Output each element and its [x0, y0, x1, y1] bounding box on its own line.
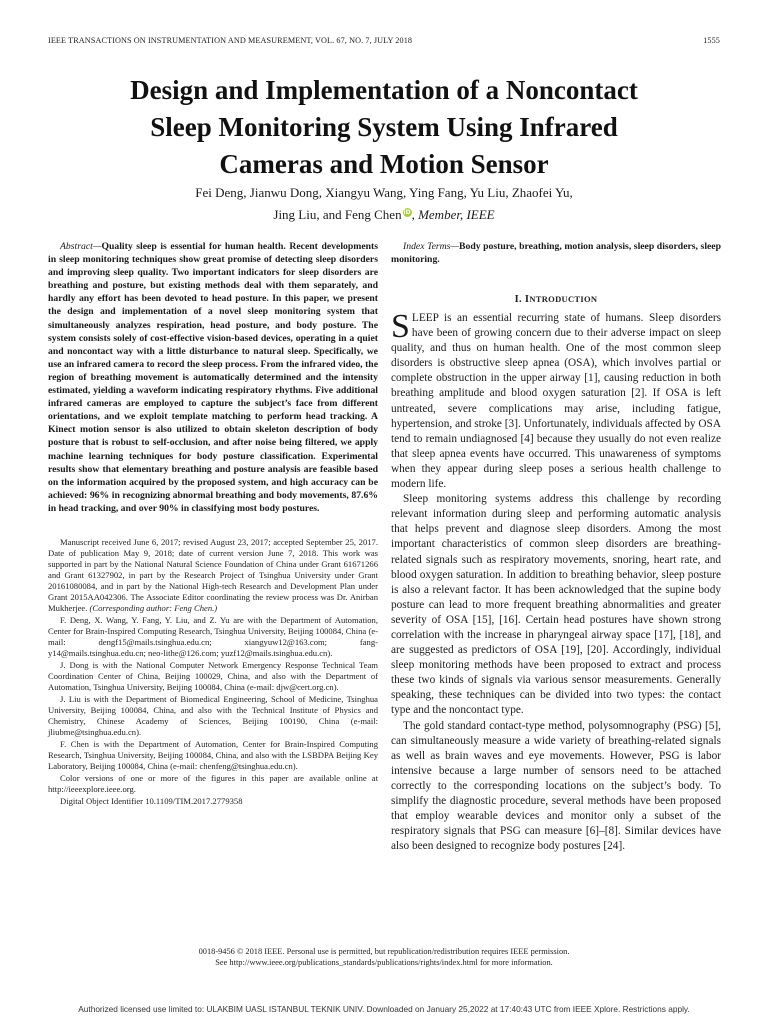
running-head [48, 36, 720, 50]
section-title-rest: NTRODUCTION [529, 294, 598, 304]
intro-paragraph-2: Sleep monitoring systems address this challenge by recording relevant information during sleep and performing automatic analysis that helps prevent and diagnose sleep disorders. Among the most important characteristics of common sleep disorders are breathing-related signals such as respiratory movements, snoring, heart rate, and blood oxygen saturation. In addition to breathing behavior, sleep posture is also a relevant factor. It has been acknowledged that the supine body posture can lead to more frequent breathing abnormalities and greater severity of OSA [15], [16]. Certain head postures have shown strong correlation with the increase in pharyngeal airway space [17], [18], and are suggested as predictors of OSA [19], [20]. Accordingly, individual sleep monitoring methods have been proposed to extract and process these two kinds of signals via various sensor measurements. Generally speaking, these techniques can be divided into two types: the contact type and the noncontact type. [391, 493, 721, 717]
intro-paragraph-1 [391, 308, 721, 492]
abstract-dash: — [92, 241, 102, 252]
footnote-affiliation-1: F. Deng, X. Wang, Y. Fang, Y. Liu, and Z. Yu are with the Department of Automation, Center for Brain-Inspired Computing Research, Tsinghua University, Beijing 100084, China (e-mail: dengf15@mails.tsinghua.edu.cn; xiangyuw12@163.com; fang-y14@mails.tsinghua.edu.cn; neo-lithe@126.com; yuzf12@mails.tsinghua.edu.cn). [48, 614, 378, 658]
footnote-affiliation-4: F. Chen is with the Department of Automation, Center for Brain-Inspired Computing Research, Tsinghua University, Beijing 100084, China, and also with the LSBDPA Beijing Key Laboratory, Beijing 100084, China (e-mail: chenfeng@tsinghua.edu.cn). [48, 738, 378, 771]
manuscript-history: Manuscript received June 6, 2017; revised August 23, 2017; accepted September 25, 2017. Date of publication May 9, 2018; date of current version June 7, 2018. This work was supported in part by the National Natural Science Foundation of China under Grant 61671266 and Grant 61327902, in part by the Research Project of Tsinghua University under Grant 20161080084, and in part by the National High-tech Research and Development Plan under Grant 2015AA042306. The Associate Editor coordinating the review process was Dr. Anirban Mukherjee. [48, 536, 378, 613]
orcid-icon[interactable]: iD [403, 209, 411, 216]
author-list [60, 182, 708, 226]
member-grade: , Member, IEEE [411, 207, 495, 222]
footnote-doi: Digital Object Identifier 10.1109/TIM.2017.2779358 [60, 795, 243, 806]
page-number: 1555 [703, 36, 720, 45]
section-heading-introduction [391, 294, 721, 305]
copyright-line-2: See http://www.ieee.org/publications_standards/publications/rights/index.html for more information. [215, 958, 553, 967]
drop-cap: S [391, 308, 410, 345]
license-download-note: Authorized licensed use limited to: ULAKBIM UASL ISTANBUL TEKNIK UNIV. Downloaded on January 25,2022 at 17:40:43 UTC from IEEE Xplore. Restrictions apply. [78, 1004, 690, 1014]
introduction-body [391, 308, 721, 854]
footnotes [48, 537, 378, 807]
journal-name: IEEE TRANSACTIONS ON INSTRUMENTATION AND MEASUREMENT, VOL. 67, NO. 7, JULY 2018 [48, 36, 413, 45]
title-line-3: Cameras and Motion Sensor [219, 149, 549, 179]
abstract-text: Quality sleep is essential for human health. Recent developments in sleep monitoring techniques show great promise of detecting sleep disorders and improving sleep quality. Two important indicators for sleep disorders are breathing and posture, but existing methods deal with them separately, and hardly any effort has been devoted to head posture. In this paper, we present the design and implementation of a novel sleep monitoring system that simultaneously analyzes respiration, head posture, and body posture. The system consists solely of cost-effective vision-based devices, operating in a quiet and noncontact way with a little disturbance to natural sleep. Specifically, we use an infrared camera to record the sleep process. From the infrared video, the region of breathing movement is automatically determined and the intensity estimated, yielding a waveform indicating respiratory rhythms. Five additional infrared cameras are employed to capture the subject’s face from different orientations, and we exploit template matching to perform head tracking. A Kinect motion sensor is also utilized to obtain skeleton description of body posture that is robust to self-occlusion, and after noise being filtered, we apply machine learning techniques for body posture classification. Experimental results show that elementary breathing and posture analysis are feasible based on the information acquired by the proposed system, and high accuracy can be achieved: 96% in recognizing abnormal breathing and body movements, 87.6% in head tracking, and over 90% in classifying most body postures. [48, 241, 378, 514]
footnote-affiliation-2: J. Dong is with the National Computer Network Emergency Response Technical Team Coordination Center of China, Beijing 100029, China, and also with the Department of Automation, Tsinghua University, Beijing 100084, China (e-mail: djw@cert.org.cn). [48, 659, 378, 692]
authors-line-1: Fei Deng, Jianwu Dong, Xiangyu Wang, Ying Fang, Yu Liu, Zhaofei Yu, [195, 185, 573, 200]
right-column [391, 240, 721, 854]
abstract [48, 240, 378, 515]
paper-title [60, 72, 708, 183]
footnote-affiliation-3: J. Liu is with the Department of Biomedical Engineering, School of Medicine, Tsinghua University, Beijing 100084, China, and also with the Technical Institute of Physics and Chemistry, Chinese Academy of Sciences, Beijing 100190, China (e-mail: jliubme@tsinghua.edu.cn). [48, 693, 378, 737]
section-initial: I [524, 294, 530, 305]
index-terms-text: Body posture, breathing, motion analysis, sleep disorders, sleep monitoring. [391, 241, 721, 265]
footnote-color-note: Color versions of one or more of the figures in this paper are available online at http://ieeexplore.ieee.org. [48, 772, 378, 794]
authors-line-2: Jing Liu, and Feng Chen [273, 207, 402, 222]
copyright-notice [48, 946, 720, 968]
corresponding-author: (Corresponding author: Feng Chen.) [89, 602, 218, 613]
index-terms-dash: — [450, 241, 460, 252]
left-column [48, 240, 378, 808]
title-line-2: Sleep Monitoring System Using Infrared [150, 112, 618, 142]
intro-paragraph-3: The gold standard contact-type method, polysomnography (PSG) [5], can simultaneously measure a wide variety of breathing-related signals as well as brain waves and eye movements. However, PSG is labor intensive because a large number of sensors need to be attached correctly to the corresponding locations on the subject’s body. To simplify the diagnostic procedure, several methods have been proposed that employ wearable devices and monitor only a subset of the respiratory signals that PSG can measure [6]–[8]. Similar devices have also been designed to recognize body postures [24]. [391, 719, 721, 853]
intro-paragraph-1-text: LEEP is an essential recurring state of humans. Sleep disorders have been of growing concern due to their adverse impact on sleep quality, and thus on human health. One of the most common sleep disorders is obstructive sleep apnea (OSA), which involves partial or complete obstruction in the upper airway [1], causing reduction in both breathing amplitude and blood oxygen saturation [2]. If OSA is left untreated, severe complications may arise, including fatigue, hypertension, and stroke [3]. Unfortunately, individuals affected by OSA tend to remain undiagnosed [4] because they usually do not even realize that sleep apnea events have occurred. This unawareness of symptoms when they appear during sleep poses a serious health challenge to modern life. [391, 312, 721, 491]
abstract-label: Abstract [60, 241, 93, 252]
copyright-line-1: 0018-9456 © 2018 IEEE. Personal use is permitted, but republication/redistribution requires IEEE permission. [198, 947, 570, 956]
footnote-manuscript [48, 537, 378, 614]
index-terms [391, 240, 721, 266]
index-terms-label: Index Terms [403, 241, 451, 252]
section-numeral: I. [514, 294, 525, 305]
title-line-1: Design and Implementation of a Noncontact [130, 75, 638, 105]
